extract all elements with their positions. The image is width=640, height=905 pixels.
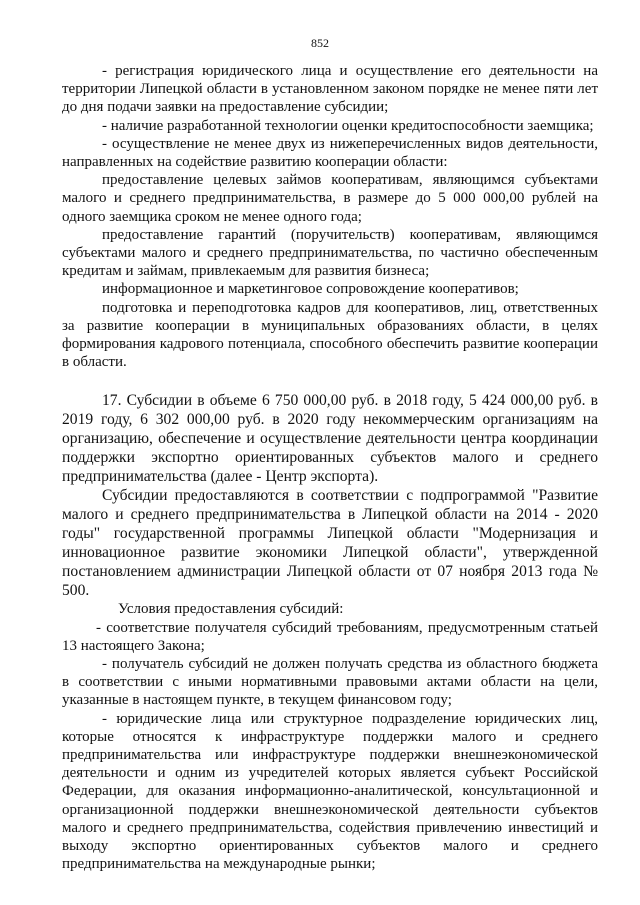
paragraph-11: - соответствие получателя субсидий требованиям, предусмотренным статьей 13 настоящего Закона; (62, 619, 598, 654)
paragraph-5: предоставление гарантий (поручительств) кооперативам, являющимся субъектами малого и среднего предпринимательства, по частично обеспеченным кредитам и займам, привлекаемым для развития бизнеса; (62, 226, 598, 280)
paragraph-8: 17. Субсидии в объеме 6 750 000,00 руб. в 2018 году, 5 424 000,00 руб. в 2019 году, 6 302 000,00 руб. в 2020 году некоммерческим организациям на организацию, обеспечение и осуществление деятельности центра координации поддержки экспортно ориентированных субъектов малого и среднего предпринимательства (далее - Центр экспорта). (62, 392, 598, 486)
document-body (62, 62, 598, 874)
paragraph-6: информационное и маркетинговое сопровождение кооперативов; (102, 281, 519, 298)
paragraph-3: - осуществление не менее двух из нижеперечисленных видов деятельности, направленных на содействие развитию кооперации области: (62, 135, 598, 171)
paragraph-2: - наличие разработанной технологии оценки кредитоспособности заемщика; (102, 117, 594, 134)
page-number: 852 (311, 36, 329, 50)
paragraph-1: - регистрация юридического лица и осуществление его деятельности на территории Липецкой области в установленном законом порядке не менее пяти лет до дня подачи заявки на предоставление субсидии; (62, 63, 598, 116)
section-gap (62, 371, 598, 391)
paragraph-4: предоставление целевых займов кооперативам, являющимся субъектами малого и среднего предпринимательства, в размере до 5 000 000,00 рублей на одного заемщика сроком не менее одного года; (62, 172, 598, 225)
paragraph-7: подготовка и переподготовка кадров для кооперативов, лиц, ответственных за развитие кооперации в муниципальных образованиях области, в целях формирования кадрового потенциала, способного обеспечить развитие кооперации в области. (62, 299, 598, 371)
paragraph-13: - юридические лица или структурное подразделение юридических лиц, которые относятся к инфраструктуре поддержки малого и среднего предпринимательства или инфраструктуре поддержки внешнеэкономической деятельности и одним из учредителей которых является субъект Российской Федерации, для оказания информационно-аналитической, консультационной и организационной поддержки внешнеэкономической деятельности субъектов малого и среднего предпринимательства, содействия привлечению инвестиций и выходу экспортно ориентированных субъектов малого и среднего предпринимательства на международные рынки; (62, 710, 598, 873)
paragraph-12: - получатель субсидий не должен получать средства из областного бюджета в соответствии с иными нормативными правовыми актами области на цели, указанные в настоящем пункте, в текущем финансовом году; (62, 656, 598, 709)
paragraph-10: Условия предоставления субсидий: (118, 601, 344, 618)
paragraph-9: Субсидии предоставляются в соответствии с подпрограммой "Развитие малого и среднего предпринимательства в Липецкой области на 2014 - 2020 годы" государственной программы Липецкой области "Модернизация и инновационное развитие экономики Липецкой области", утвержденной постановлением администрации Липецкой области от 07 ноября 2013 года № 500. (62, 487, 598, 600)
